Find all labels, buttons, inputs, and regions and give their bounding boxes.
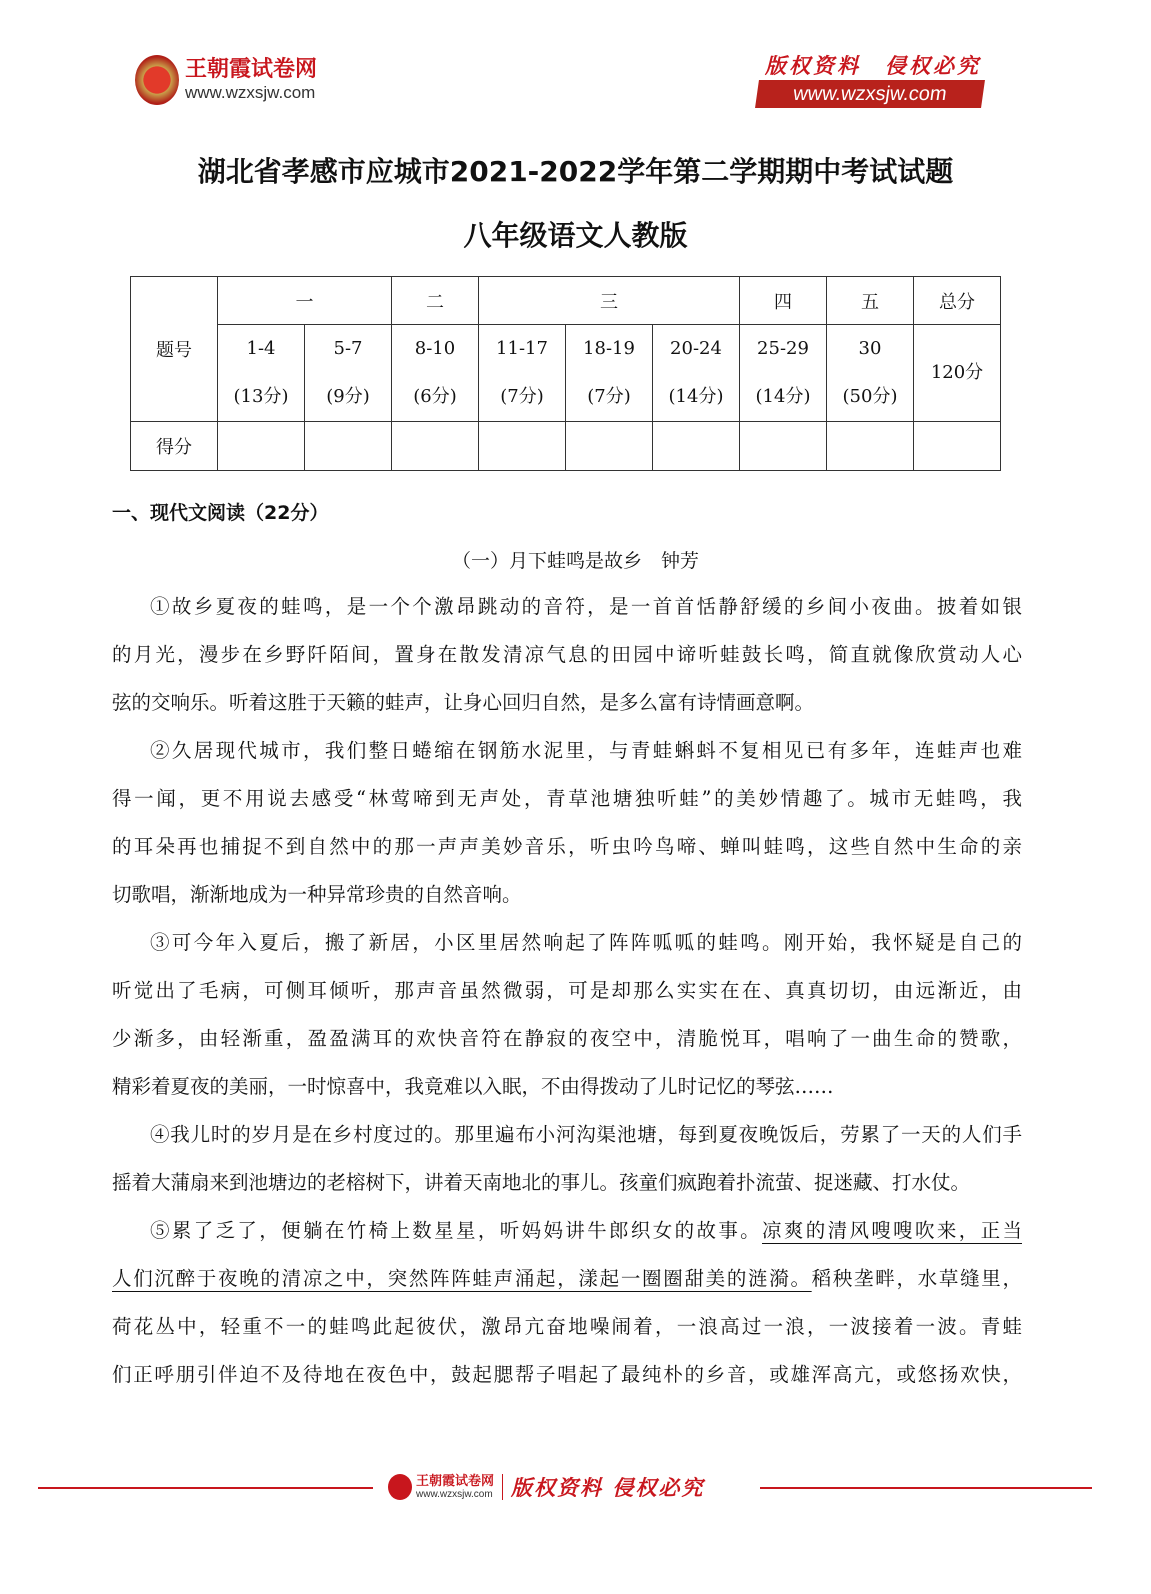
question-points: (7分) <box>587 386 631 407</box>
group-header: 三 <box>479 277 740 325</box>
text-line: 听觉出了毛病，可侧耳倾听，那声音虽然微弱，可是却那么实实在在、真真切切，由远渐近，由 <box>112 979 1022 1002</box>
question-range-cell <box>653 325 740 422</box>
score-input-cell[interactable] <box>914 422 1001 471</box>
text-line: ④我儿时的岁月是在乡村度过的。那里遍布小河沟渠池塘，每到夏夜晚饭后，劳累了一天的人们手 <box>150 1123 1022 1146</box>
text-line: 得一闻，更不用说去感受“林莺啼到无声处，青草池塘独听蛙”的美妙情趣了。城市无蛙鸣，我 <box>112 787 1022 810</box>
copyright-notice: 版权资料 侵权必究 <box>765 53 981 78</box>
question-range: 25-29 <box>757 338 809 359</box>
score-input-cell[interactable] <box>479 422 566 471</box>
divider <box>38 1487 373 1489</box>
seal-icon <box>388 1474 412 1500</box>
question-points: (50分) <box>842 386 898 407</box>
footer-logo-url: www.wzxsjw.com <box>416 1488 493 1500</box>
section-heading: 一、现代文阅读（22分） <box>112 502 329 524</box>
score-input-cell[interactable] <box>305 422 392 471</box>
text-line <box>112 1255 1022 1303</box>
text-line: ①故乡夏夜的蛙鸣，是一个个激昂跳动的音符，是一首首恬静舒缓的乡间小夜曲。披着如银 <box>150 595 1022 618</box>
passage-body <box>112 583 1022 1399</box>
text-line: 荷花丛中，轻重不一的蛙鸣此起彼伏，激昂亢奋地噪闹着，一浪高过一浪，一波接着一波。青蛙 <box>112 1315 1022 1338</box>
text-line <box>112 1207 1022 1255</box>
question-points: (13分) <box>233 386 289 407</box>
total-points: 120分 <box>914 325 1001 422</box>
logo-url: www.wzxsjw.com <box>185 83 316 102</box>
question-range-cell <box>740 325 827 422</box>
text-line: ②久居现代城市，我们整日蜷缩在钢筋水泥里，与青蛙蝌蚪不复相见已有多年，连蛙声也难 <box>150 739 1022 762</box>
question-range-cell <box>479 325 566 422</box>
score-input-cell[interactable] <box>740 422 827 471</box>
row-label: 题号 <box>131 277 218 422</box>
question-range-cell <box>566 325 653 422</box>
score-input-cell[interactable] <box>653 422 740 471</box>
question-range: 8-10 <box>414 338 456 359</box>
page-subtitle: 八年级语文人教版 <box>463 219 688 252</box>
score-table <box>130 276 1001 471</box>
group-header: 四 <box>740 277 827 325</box>
text-line: 切歌唱，渐渐地成为一种异常珍贵的自然音响。 <box>112 883 522 906</box>
text-line: 精彩着夏夜的美丽，一时惊喜中，我竟难以入眠，不由得拨动了儿时记忆的琴弦…… <box>112 1075 834 1098</box>
logo-name: 王朝霞试卷网 <box>185 57 318 82</box>
question-points: (14分) <box>668 386 724 407</box>
text-line: 弦的交响乐。听着这胜于天籁的蛙声，让身心回归自然，是多么富有诗情画意啊。 <box>112 691 815 714</box>
text-line: 的月光，漫步在乡野阡陌间，置身在散发清凉气息的田园中谛听蛙鼓长鸣，简直就像欣赏动人心 <box>112 643 1022 666</box>
question-range-cell <box>392 325 479 422</box>
score-input-cell[interactable] <box>827 422 914 471</box>
site-logo[interactable] <box>135 55 317 105</box>
text-segment: 稻秧垄畔，水草缝里， <box>811 1267 1022 1290</box>
score-input-cell[interactable] <box>218 422 305 471</box>
divider <box>760 1487 1092 1489</box>
underlined-text: 凉爽的清风嗖嗖吹来，正当 <box>762 1219 1022 1242</box>
question-range-cell <box>218 325 305 422</box>
question-range: 30 <box>858 338 882 359</box>
underlined-text: 人们沉醉于夜晚的清凉之中，突然阵阵蛙声涌起，漾起一圈圈甜美的涟漪。 <box>112 1267 812 1290</box>
text-line: 摇着大蒲扇来到池塘边的老榕树下，讲着天南地北的事儿。孩童们疯跑着扑流萤、捉迷藏、打水仗。 <box>112 1171 971 1194</box>
text-segment: ⑤累了乏了，便躺在竹椅上数星星，听妈妈讲牛郎织女的故事。 <box>150 1219 763 1242</box>
text-line: 的耳朵再也捕捉不到自然中的那一声声美妙音乐，听虫吟鸟啼、蝉叫蛙鸣，这些自然中生命的亲 <box>112 835 1022 858</box>
question-range: 11-17 <box>496 338 548 359</box>
footer-logo-name: 王朝霞试卷网 <box>416 1473 495 1489</box>
footer <box>0 1470 1151 1504</box>
question-range: 20-24 <box>670 338 722 359</box>
group-header: 总分 <box>914 277 1001 325</box>
group-header: 二 <box>392 277 479 325</box>
question-range: 18-19 <box>583 338 635 359</box>
question-points: (9分) <box>326 386 370 407</box>
score-input-cell[interactable] <box>392 422 479 471</box>
score-label: 得分 <box>131 422 218 471</box>
text-line: 们正呼朋引伴迫不及待地在夜色中，鼓起腮帮子唱起了最纯朴的乡音，或雄浑高亢，或悠扬欢快， <box>112 1363 1022 1386</box>
group-header: 五 <box>827 277 914 325</box>
seal-icon <box>135 55 179 105</box>
question-range: 1-4 <box>246 338 276 359</box>
text-line: 少渐多，由轻渐重，盈盈满耳的欢快音符在静寂的夜空中，清脆悦耳，唱响了一曲生命的赞歌， <box>112 1027 1022 1050</box>
score-input-cell[interactable] <box>566 422 653 471</box>
question-points: (6分) <box>413 386 457 407</box>
question-points: (14分) <box>755 386 811 407</box>
url-banner: www.wzxsjw.com <box>755 80 985 108</box>
group-header: 一 <box>218 277 392 325</box>
footer-copyright: 版权资料 侵权必究 <box>511 1475 705 1500</box>
page-title: 湖北省孝感市应城市2021-2022学年第二学期期中考试试题 <box>197 155 954 188</box>
question-range-cell <box>305 325 392 422</box>
question-range: 5-7 <box>333 338 363 359</box>
passage-title: （一）月下蛙鸣是故乡 钟芳 <box>451 550 699 572</box>
question-points: (7分) <box>500 386 544 407</box>
text-line: ③可今年入夏后，搬了新居，小区里居然响起了阵阵呱呱的蛙鸣。刚开始，我怀疑是自己的 <box>150 931 1022 954</box>
divider <box>502 1474 503 1500</box>
question-range-cell <box>827 325 914 422</box>
